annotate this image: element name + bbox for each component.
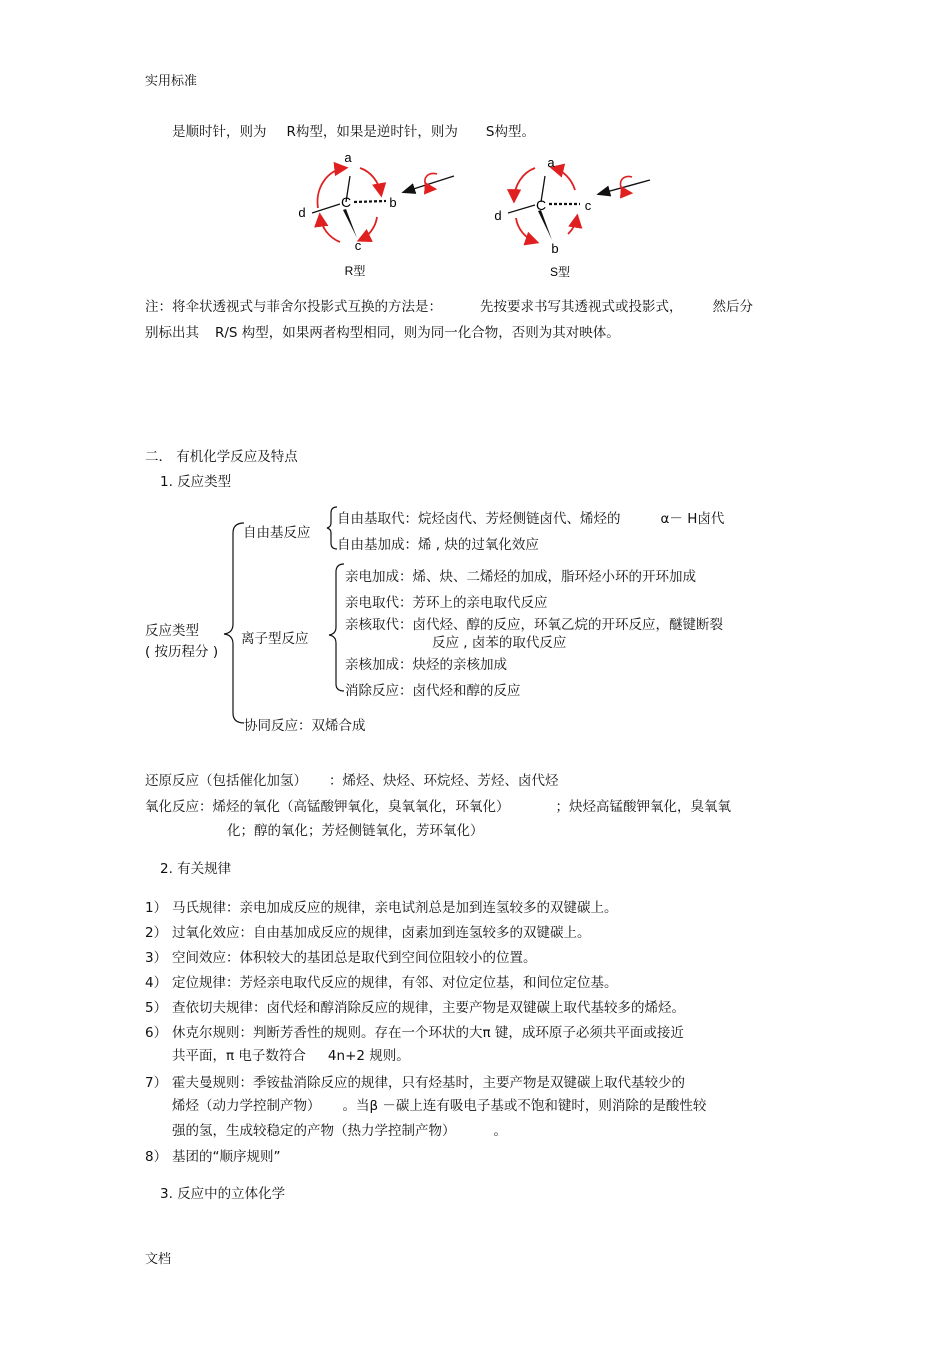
tree-root-label: 反应类型	[145, 623, 199, 639]
rule-number: 7）	[145, 1075, 168, 1091]
note-line1-c: 然后分	[712, 299, 753, 315]
rule-number: 8）	[145, 1149, 168, 1165]
intro-part1: 是顺时针，则为	[172, 124, 267, 140]
rule-number: 2）	[145, 925, 168, 941]
oxidation-line	[145, 795, 731, 815]
s-substituent-right: c	[584, 198, 592, 213]
reduction-line	[145, 769, 559, 789]
s-center-atom: C	[535, 197, 547, 213]
oxidation-label: 氧化反应：烯烃的氧化（高锰酸钾氧化，臭氧氧化，环氧化）	[145, 799, 510, 815]
rule-text: 烯烃（动力学控制产物）	[172, 1098, 321, 1114]
ionic-item: 亲电加成：烯、炔、二烯烃的加成，脂环烃小环的开环加成	[345, 569, 696, 585]
r-substituent-right: b	[389, 195, 397, 210]
free-radical-addition: 自由基加成：烯 , 炔的过氧化效应	[337, 537, 539, 553]
rule-text: 空间效应：体积较大的基团总是取代到空间位阻较小的位置。	[172, 950, 537, 966]
r-center-atom: C	[340, 194, 352, 210]
r-substituent-bottom: c	[354, 238, 362, 253]
rule-text-continuation	[172, 1094, 706, 1114]
rule-text: 查依切夫规律：卤代烃和醇消除反应的规律，主要产物是双键碳上取代基较多的烯烃。	[172, 1000, 685, 1016]
ionic-item: 亲核加成：炔烃的亲核加成	[345, 657, 507, 673]
tree-root-sublabel: ( 按历程分 )	[145, 644, 219, 660]
rules-title: 2. 有关规律	[160, 861, 232, 877]
oxidation-tail: ；炔烃高锰酸钾氧化，臭氧氧	[555, 799, 731, 815]
free-radical-substitution-tail: α－ H卤代	[660, 511, 725, 527]
rule-number: 4）	[145, 975, 168, 991]
rule-number: 5）	[145, 1000, 168, 1016]
page-header: 实用标准	[145, 74, 198, 89]
rule-number: 6）	[145, 1025, 168, 1041]
free-radical-label: 自由基反应	[243, 525, 311, 541]
ionic-label: 离子型反应	[241, 631, 309, 647]
note-line2-a: 别标出其	[145, 325, 199, 341]
intro-part2: R构型，如果是逆时针，则为	[286, 124, 458, 140]
section-2-title: 二． 有机化学反应及特点	[145, 449, 298, 465]
rule-number: 3）	[145, 950, 168, 966]
s-substituent-bottom: b	[551, 241, 559, 256]
reduction-label: 还原反应（包括催化加氢）	[145, 773, 307, 789]
rule-text: 共平面，π 电子数符合	[172, 1048, 306, 1064]
ionic-item-continuation: 反应 , 卤苯的取代反应	[432, 635, 567, 651]
rule-text-tail: 4n+2 规则。	[327, 1048, 410, 1064]
rule-text-tail: 。	[493, 1123, 507, 1139]
rule-text: 休克尔规则：判断芳香性的规则。存在一个环状的大π 键，成环原子必须共平面或接近	[172, 1025, 684, 1041]
r-substituent-left: d	[298, 205, 306, 220]
s-caption: S型	[549, 265, 571, 279]
ionic-item: 消除反应：卤代烃和醇的反应	[345, 683, 521, 699]
rule-text-tail: 。当β －碳上连有吸电子基或不饱和键时，则消除的是酸性较	[342, 1098, 707, 1114]
r-substituent-top: a	[344, 150, 352, 165]
rule-text-continuation	[172, 1119, 507, 1139]
reduction-tail: ：烯烃、炔烃、环烷烃、芳烃、卤代烃	[329, 773, 559, 789]
note-line1-b: 先按要求书写其透视式或投影式，	[480, 299, 683, 315]
rule-text: 强的氢，生成较稳定的产物（热力学控制产物）	[172, 1123, 456, 1139]
s-substituent-top: a	[547, 155, 555, 170]
concerted-reaction: 协同反应：双烯合成	[244, 718, 366, 734]
rule-text-continuation	[172, 1044, 410, 1064]
ionic-item: 亲核取代：卤代烃、醇的反应，环氧乙烷的开环反应，醚键断裂	[345, 617, 723, 633]
rule-text: 马氏规律：亲电加成反应的规律，亲电试剂总是加到连氢较多的双键碳上。	[172, 900, 618, 916]
note-line1-a: 注：将伞状透视式与菲舍尔投影式互换的方法是：	[145, 299, 442, 315]
rule-text: 霍夫曼规则：季铵盐消除反应的规律，只有烃基时，主要产物是双键碳上取代基较少的	[172, 1075, 685, 1091]
note-line2-b: R/S 构型，如果两者构型相同，则为同一化合物，否则为其对映体。	[215, 325, 620, 341]
rule-text: 过氧化效应：自由基加成反应的规律，卤素加到连氢较多的双键碳上。	[172, 925, 591, 941]
free-radical-substitution	[337, 507, 724, 527]
rule-number: 1）	[145, 900, 168, 916]
section-3-title: 3. 反应中的立体化学	[160, 1186, 286, 1202]
rule-text: 定位规律：芳烃亲电取代反应的规律，有邻、对位定位基，和间位定位基。	[172, 975, 618, 991]
oxidation-continuation: 化；醇的氧化；芳烃侧链氧化，芳环氧化）	[227, 823, 484, 839]
free-radical-substitution-text: 自由基取代：烷烃卤代、芳烃侧链卤代、烯烃的	[337, 511, 621, 527]
section-2-sub1: 1. 反应类型	[160, 474, 232, 490]
s-substituent-left: d	[494, 208, 502, 223]
page-footer: 文档	[145, 1252, 172, 1267]
r-caption: R型	[344, 264, 366, 278]
intro-part3: S构型。	[485, 124, 535, 140]
rule-text: 基团的“顺序规则”	[172, 1149, 281, 1165]
ionic-item: 亲电取代：芳环上的亲电取代反应	[345, 595, 548, 611]
